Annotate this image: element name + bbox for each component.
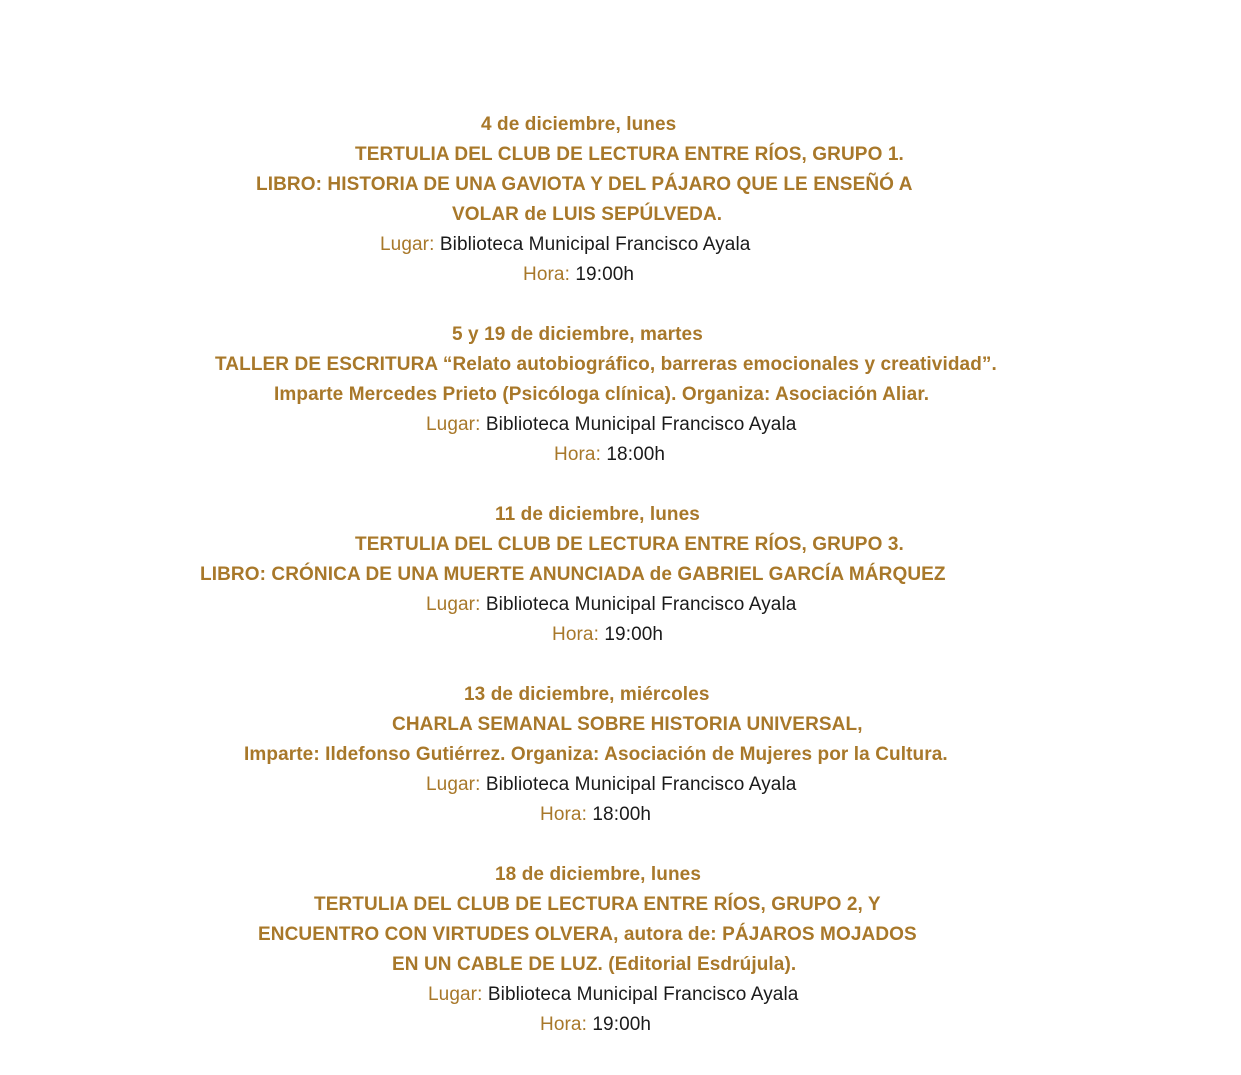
event-time [540, 1013, 651, 1037]
time-label: Hora: [540, 1014, 587, 1035]
place-value: Biblioteca Municipal Francisco Ayala [487, 984, 799, 1005]
time-label: Hora: [523, 264, 570, 285]
place-label: Lugar: [428, 984, 483, 1005]
event-date: 11 de diciembre, lunes [495, 504, 700, 525]
event-place [426, 593, 796, 617]
event-time [554, 443, 665, 467]
place-value: Biblioteca Municipal Francisco Ayala [485, 594, 797, 615]
event-description-line: TERTULIA DEL CLUB DE LECTURA ENTRE RÍOS, GRUPO 2, Y [314, 894, 881, 915]
event-description-line: LIBRO: HISTORIA DE UNA GAVIOTA Y DEL PÁJARO QUE LE ENSEÑÓ A [256, 174, 913, 195]
event-place [426, 413, 796, 437]
event-description-line: ENCUENTRO CON VIRTUDES OLVERA, autora de: PÁJAROS MOJADOS [258, 924, 917, 945]
event-description-line: TERTULIA DEL CLUB DE LECTURA ENTRE RÍOS, GRUPO 1. [355, 144, 904, 165]
event-description-line: Imparte Mercedes Prieto (Psicóloga clínica). Organiza: Asociación Aliar. [274, 384, 930, 405]
event-description-line: TALLER DE ESCRITURA “Relato autobiográfico, barreras emocionales y creatividad”. [215, 354, 997, 375]
time-value: 18:00h [606, 444, 666, 465]
time-value: 19:00h [604, 624, 664, 645]
event-time [552, 623, 663, 647]
event-description-line: CHARLA SEMANAL SOBRE HISTORIA UNIVERSAL, [392, 714, 863, 735]
time-label: Hora: [540, 804, 587, 825]
place-value: Biblioteca Municipal Francisco Ayala [485, 774, 797, 795]
event-description-line: Imparte: Ildefonso Gutiérrez. Organiza: Asociación de Mujeres por la Cultura. [244, 744, 948, 765]
event-place [428, 983, 798, 1007]
event-place [380, 233, 750, 257]
event-place [426, 773, 796, 797]
time-value: 19:00h [592, 1014, 652, 1035]
time-label: Hora: [554, 444, 601, 465]
event-date: 13 de diciembre, miércoles [464, 684, 710, 705]
time-label: Hora: [552, 624, 599, 645]
event-time [523, 263, 634, 287]
place-label: Lugar: [426, 594, 481, 615]
time-value: 19:00h [575, 264, 635, 285]
event-date: 18 de diciembre, lunes [495, 864, 702, 885]
event-description-line: EN UN CABLE DE LUZ. (Editorial Esdrújula). [392, 954, 797, 975]
event-date: 5 y 19 de diciembre, martes [452, 324, 703, 345]
event-description-line: TERTULIA DEL CLUB DE LECTURA ENTRE RÍOS, GRUPO 3. [355, 534, 904, 555]
event-description-line: LIBRO: CRÓNICA DE UNA MUERTE ANUNCIADA de GABRIEL GARCÍA MÁRQUEZ [200, 564, 946, 585]
place-value: Biblioteca Municipal Francisco Ayala [485, 414, 797, 435]
place-label: Lugar: [426, 774, 481, 795]
place-value: Biblioteca Municipal Francisco Ayala [439, 234, 751, 255]
time-value: 18:00h [592, 804, 652, 825]
event-description-line: VOLAR de LUIS SEPÚLVEDA. [452, 204, 723, 225]
place-label: Lugar: [426, 414, 481, 435]
place-label: Lugar: [380, 234, 435, 255]
event-date: 4 de diciembre, lunes [481, 114, 677, 135]
event-time [540, 803, 651, 827]
